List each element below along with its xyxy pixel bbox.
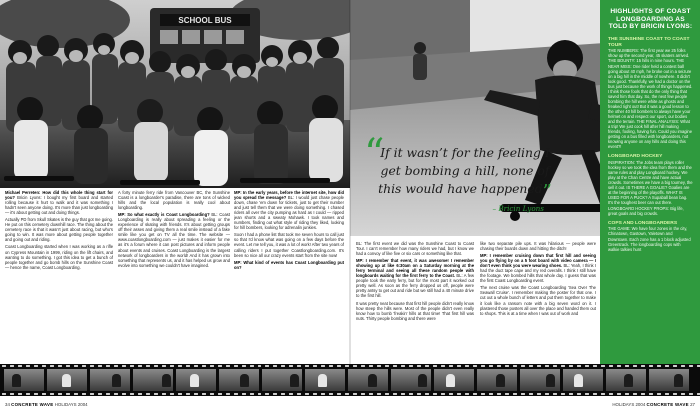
sprocket-hole	[473, 393, 477, 395]
film-frame-figure	[190, 374, 199, 387]
sprocket-hole	[34, 365, 38, 367]
interview-answer: Actually PD from Skull Skates is the guy that got me going. He put on this cemetery downhill race. The thing about the cemetery race is that it wasn't just about racing, but who's going to win. It was more about getting people together and going out and riding.	[5, 217, 113, 243]
sprocket-hole	[385, 365, 389, 367]
sprocket-hole	[273, 393, 277, 395]
sprocket-hole	[281, 393, 285, 395]
interview-answer: BL: Coast Longboarding is really about spreading a feeling or the experience of skating with friends. It's about getting groups off their asses and giving them a real smile instead of a fake smile like you get on TV all the time. The website — www.coastlongboarding.com — just makes it easier for me as it's a forum where it can post pictures and inform people about events and cruises. Coast Longboarding is the largest network of longboarders in the world! And it has grown into something that represents us, and it has helped us grow and evolve into something we couldn't have imagined.	[118, 212, 230, 268]
sprocket-hole	[82, 393, 86, 395]
paragraph	[234, 260, 344, 270]
sprocket-hole	[162, 393, 166, 395]
sprocket-hole	[425, 393, 429, 395]
sprocket-hole	[625, 393, 629, 395]
interview-answer: A forty minute ferry ride from Vancouver BC, the Sunshine Coast is a longboarder's paradise, there are tons of wicked hills and the local population is really cool about longboarding.	[118, 190, 230, 211]
sidebar-title: HIGHLIGHTS OF COAST LONGBOARDING AS TOLD BY BRICIN LYONS:	[608, 8, 693, 31]
sprocket-hole	[657, 393, 661, 395]
sprocket-hole	[353, 365, 357, 367]
sprocket-hole	[265, 393, 269, 395]
sprocket-hole	[154, 365, 158, 367]
sprocket-hole	[18, 393, 22, 395]
interview-question: Michael Perreten: How did this whole thing start for you?	[5, 190, 113, 201]
sprocket-hole	[409, 365, 413, 367]
sprocket-hole	[321, 365, 325, 367]
sprocket-hole	[513, 393, 517, 395]
sprocket-hole	[369, 365, 373, 367]
sprocket-hole	[106, 393, 110, 395]
bus-sign: SCHOOL BUS	[178, 16, 232, 25]
sprocket-row-bottom	[0, 393, 700, 396]
sprocket-hole	[66, 393, 70, 395]
film-frame	[606, 369, 646, 391]
sprocket-hole	[250, 393, 254, 395]
close-quote-mark-icon: ”	[542, 181, 552, 202]
sprocket-hole	[226, 393, 230, 395]
interview-answer: BL: Yeah, I think I had the duct tape cape and my red overalls. I think I still have the footage. We bombed hills that whole day. I guess that was the first Coast Longboarding event.	[480, 263, 596, 284]
sprocket-hole	[74, 365, 78, 367]
film-frame-figure	[368, 374, 377, 387]
magazine-name-right: CONCRETE WAVE	[646, 402, 689, 407]
paragraph	[356, 241, 474, 256]
film-frame-figure	[624, 374, 633, 387]
film-frames	[4, 369, 689, 391]
sprocket-hole	[449, 393, 453, 395]
sprocket-hole	[417, 365, 421, 367]
sprocket-hole	[561, 393, 565, 395]
film-frame	[305, 369, 345, 391]
sprocket-hole	[313, 393, 317, 395]
sprocket-hole	[657, 365, 661, 367]
sprocket-hole	[194, 365, 198, 367]
sprocket-hole	[178, 365, 182, 367]
sprocket-hole	[521, 393, 525, 395]
paragraph	[480, 241, 596, 251]
sprocket-row-top	[0, 365, 700, 368]
sprocket-hole	[537, 393, 541, 395]
paragraph	[234, 232, 344, 257]
sprocket-hole	[337, 393, 341, 395]
sprocket-hole	[433, 365, 437, 367]
film-frame-figure	[674, 374, 683, 387]
sprocket-hole	[170, 393, 174, 395]
sidebar-heading: LONGBOARD HOCKEY	[608, 154, 663, 160]
sprocket-hole	[481, 393, 485, 395]
sprocket-hole	[234, 365, 238, 367]
sprocket-hole	[297, 365, 301, 367]
pull-quote	[364, 131, 558, 213]
sprocket-hole	[689, 393, 693, 395]
sprocket-hole	[281, 365, 285, 367]
sprocket-hole	[665, 393, 669, 395]
paragraph	[234, 190, 344, 230]
sprocket-hole	[673, 393, 677, 395]
film-frame-figure	[546, 374, 555, 387]
interview-question: MP: In the early years, before the internet site, how did you spread the message?	[234, 190, 344, 201]
sprocket-hole	[521, 365, 525, 367]
interview-answer: BL: The first event we did was the Sunshine Coast to Coast Tour. I can't remember how many riders we had, but I know we had a convoy of like five or six cars or something like that.	[356, 241, 474, 257]
page-number-left: 34	[5, 402, 10, 407]
sprocket-hole	[58, 393, 62, 395]
sprocket-hole	[625, 365, 629, 367]
footer-right	[612, 402, 695, 407]
sprocket-hole	[98, 393, 102, 395]
sprocket-hole	[66, 365, 70, 367]
sprocket-hole	[497, 393, 501, 395]
footer-left	[5, 402, 88, 407]
sprocket-hole	[377, 365, 381, 367]
sprocket-hole	[353, 393, 357, 395]
sprocket-hole	[273, 365, 277, 367]
sprocket-hole	[665, 365, 669, 367]
sprocket-hole	[321, 393, 325, 395]
sprocket-hole	[505, 393, 509, 395]
sprocket-hole	[345, 393, 349, 395]
paragraph	[5, 217, 113, 242]
film-frame-figure	[162, 374, 171, 387]
group-photo	[0, 0, 350, 188]
sprocket-hole	[457, 393, 461, 395]
sprocket-hole	[106, 365, 110, 367]
sprocket-hole	[114, 393, 118, 395]
film-frame	[176, 369, 216, 391]
sprocket-hole	[553, 365, 557, 367]
sprocket-hole	[409, 393, 413, 395]
sprocket-hole	[377, 393, 381, 395]
sidebar-heading: THE SUNSHINE COAST TO COAST TOUR	[608, 36, 690, 48]
sprocket-hole	[393, 393, 397, 395]
interview-question: MP: I remember that event, it was awesome! I remember showing up at like 6:30am on a Saturday morning at the ferry terminal and seeing all these random people with longboards waiting for the first ferry to the Coast.	[356, 258, 474, 279]
sprocket-hole	[401, 393, 405, 395]
film-frame	[563, 369, 603, 391]
sprocket-hole	[601, 365, 605, 367]
sprocket-hole	[42, 365, 46, 367]
sprocket-hole	[146, 365, 150, 367]
film-frame	[219, 369, 259, 391]
sprocket-hole	[497, 365, 501, 367]
film-frame	[133, 369, 173, 391]
pull-quote-text: If it wasn’t for the feeling I get bombing a hill, none of this would have happened	[378, 145, 550, 196]
sprocket-hole	[170, 365, 174, 367]
sprocket-hole	[641, 393, 645, 395]
sprocket-hole	[513, 365, 517, 367]
sprocket-hole	[593, 393, 597, 395]
sprocket-hole	[537, 365, 541, 367]
sprocket-hole	[26, 365, 30, 367]
sprocket-hole	[218, 393, 222, 395]
interview-answer: The next cruise was the Coast Longboarding 'Sea Over The Seawall Cruise'. I remember making the poster for that one. I cut out a whole bunch of letters and put them together to make it look like a ransom note with a big seven word on it. I plastered those posters all over the place and handed them out to shops. This is at a time when I was out of work and	[480, 285, 596, 316]
sprocket-hole	[2, 393, 6, 395]
paragraph	[480, 253, 596, 283]
sprocket-hole	[18, 365, 22, 367]
sprocket-hole	[673, 365, 677, 367]
film-frame	[434, 369, 474, 391]
sprocket-hole	[465, 393, 469, 395]
sprocket-hole	[114, 365, 118, 367]
film-frame-figure	[240, 374, 249, 387]
sprocket-hole	[289, 393, 293, 395]
sprocket-hole	[210, 393, 214, 395]
film-frame-figure	[62, 374, 71, 387]
page-number-right: 27	[690, 402, 695, 407]
sprocket-hole	[250, 365, 254, 367]
sprocket-hole	[130, 393, 134, 395]
sprocket-hole	[186, 365, 190, 367]
highlights-sidebar	[600, 0, 700, 396]
sprocket-hole	[202, 393, 206, 395]
paragraph	[118, 190, 230, 210]
sprocket-hole	[10, 393, 14, 395]
sprocket-hole	[258, 365, 262, 367]
paragraph	[118, 212, 230, 268]
sprocket-hole	[441, 393, 445, 395]
sprocket-hole	[689, 365, 693, 367]
sprocket-hole	[218, 365, 222, 367]
sprocket-hole	[545, 393, 549, 395]
sprocket-hole	[617, 393, 621, 395]
film-frame	[477, 369, 517, 391]
sidebar-text: THE GAME: We have four zones in the city, Chinatown, Gastown, Yaletown and Downtown. Each zone has a 1 block adjusted Greentrack. The longboarding cops with walkie talkies hunt	[608, 226, 691, 252]
sidebar-text: INSPIRATION: The Jobs team plays roller hockey so we took the idea from them and the same rules and play Longboard hockey. We play at the Chan Centre and have actual crowds. Sometimes we have a big tourney, the sell it out. IS THERE A GOALIE? Goalies are at the beginning of the playoffs. WHAT IS USED FOR A PUCK? A Supaball bean bag. It's the toughest beer can out there. LONGBOARD HOCKEY PROPS: Big life, great goals and big crowds.	[608, 160, 693, 216]
sprocket-hole	[577, 365, 581, 367]
sprocket-hole	[465, 365, 469, 367]
page-gutter	[349, 0, 351, 396]
sprocket-hole	[393, 365, 397, 367]
sprocket-hole	[561, 365, 565, 367]
issue-right: HOLIDAYS 2004	[612, 402, 646, 407]
sprocket-hole	[481, 365, 485, 367]
sprocket-hole	[10, 365, 14, 367]
film-frame	[649, 369, 689, 391]
sprocket-hole	[489, 393, 493, 395]
film-frame	[4, 369, 44, 391]
sprocket-hole	[258, 393, 262, 395]
sprocket-hole	[210, 365, 214, 367]
sprocket-hole	[345, 365, 349, 367]
paragraph	[356, 301, 474, 321]
article-column-5	[480, 241, 596, 362]
sprocket-hole	[138, 365, 142, 367]
sprocket-hole	[50, 365, 54, 367]
magazine-name-left: CONCRETE WAVE	[11, 402, 54, 407]
sprocket-hole	[529, 393, 533, 395]
sidebar-text: THE NUMBERS: The first year we 25 folks show up the second year, 45 skaters arrived. THE BOUNTY: 15 hills in nine hours. THE NEAR MISS: One rider held a contest ball going about 40 mph, he broke out in a seizure on a big hill in the middle of nowhere. It didn't look good. Thankfully, we had a doctor on the bus just because the work of things happened. I think those fools that do the only thing that saved him that day. So, the next few people bombing the hill were white as ghosts and freaked right out! But it was a good lesson to the other 40 hill bombers to always have your helmet on and respect our sport, our bodies and the terrain. THE FINAL ANALYSIS: What a trip! We just cook hill after hill making friends, fooling, having fun. Could you imagine getting on a bus filled with longboarders, not knowing anyone on any hills and doing this event?!	[608, 48, 693, 150]
issue-left: HOLIDAYS 2004	[54, 402, 88, 407]
interview-question: MP: So what exactly is Coast Longboarding?	[118, 212, 210, 218]
sprocket-hole	[553, 393, 557, 395]
film-frame	[47, 369, 87, 391]
sprocket-hole	[401, 365, 405, 367]
sprocket-hole	[441, 365, 445, 367]
film-frame	[391, 369, 431, 391]
paragraph	[5, 244, 113, 269]
film-frame-figure	[418, 374, 427, 387]
sprocket-hole	[361, 365, 365, 367]
article-column-2	[118, 190, 230, 362]
sprocket-hole	[313, 365, 317, 367]
sprocket-hole	[641, 365, 645, 367]
sprocket-hole	[186, 393, 190, 395]
sprocket-hole	[545, 365, 549, 367]
sprocket-hole	[305, 365, 309, 367]
sprocket-hole	[42, 393, 46, 395]
interview-question: MP: I remember cruising down that first hill and seeing you go flying by on a 5 foot board with video camera — I don't even think you were wearing shoes.	[480, 253, 596, 269]
sprocket-hole	[130, 365, 134, 367]
sprocket-hole	[297, 393, 301, 395]
sprocket-hole	[681, 365, 685, 367]
sprocket-hole	[609, 393, 613, 395]
sprocket-hole	[649, 393, 653, 395]
sprocket-hole	[202, 365, 206, 367]
sprocket-hole	[633, 365, 637, 367]
group-photo-graphic	[0, 0, 350, 188]
sprocket-hole	[74, 393, 78, 395]
sprocket-hole	[289, 365, 293, 367]
article-column-3	[234, 190, 344, 362]
paragraph	[356, 258, 474, 298]
sprocket-hole	[697, 393, 700, 395]
sprocket-hole	[98, 365, 102, 367]
sprocket-hole	[194, 393, 198, 395]
film-frame	[348, 369, 388, 391]
sprocket-hole	[50, 393, 54, 395]
paragraph	[5, 190, 113, 215]
article-column-1	[5, 190, 113, 362]
film-frame-figure	[290, 374, 299, 387]
pull-quote-attribution: – Bricin Lyons	[492, 204, 544, 213]
interview-answer: BL: I would just chase people down, chase 'em down for tickets, just to get their number and just tell them that we were doing something. I chased riders all over the city pumping as hard as I could — ripped jean shorts and a sweaty Mohawk. I took names and numbers, finding out what style of riding they liked, looking for hill bombers, looking for adrenalin junkies.	[234, 195, 344, 231]
sprocket-hole	[505, 365, 509, 367]
film-strip	[0, 364, 700, 396]
sprocket-hole	[617, 365, 621, 367]
sprocket-hole	[265, 365, 269, 367]
film-frame-figure	[574, 374, 583, 387]
sprocket-hole	[449, 365, 453, 367]
sprocket-hole	[242, 393, 246, 395]
sprocket-hole	[529, 365, 533, 367]
sprocket-hole	[90, 393, 94, 395]
sprocket-hole	[569, 365, 573, 367]
interview-answer: It was pretty neat because that first hill people didn't really know how steep the hills were. Most of the people didn't even really know how to bomb 'freakin' hills at that time! That first hill was nuts. Thirty people bombing and there were	[356, 300, 474, 321]
sprocket-hole	[425, 365, 429, 367]
sprocket-hole	[577, 393, 581, 395]
film-frame-figure	[112, 374, 121, 387]
interview-answer: Bricin Lyons: I bought my first board and started rolling because it hurt to walk and it was something I hadn't seen anyone doing. It's more than just longboarding — it's about getting out and doing things.	[5, 195, 113, 216]
interview-question: MP: What kind of events has Coast Longboarding put on?	[234, 259, 344, 270]
sprocket-hole	[122, 393, 126, 395]
sprocket-hole	[329, 393, 333, 395]
paragraph	[480, 285, 596, 315]
sprocket-hole	[146, 393, 150, 395]
film-frame-figure	[496, 374, 505, 387]
sprocket-hole	[162, 365, 166, 367]
sprocket-hole	[601, 393, 605, 395]
sprocket-hole	[26, 393, 30, 395]
sprocket-hole	[226, 365, 230, 367]
sprocket-hole	[585, 393, 589, 395]
sprocket-hole	[122, 365, 126, 367]
sprocket-hole	[305, 393, 309, 395]
sidebar-heading: COPS AND LONGBOARDERS	[608, 220, 678, 226]
film-frame-figure	[12, 374, 21, 387]
sprocket-hole	[569, 393, 573, 395]
interview-answer: Coast Longboarding started when I was working as a rifle on Cypress Mountain in 1999, riding on the lift chairs, and wanting to do something. I got this idea to get a bunch of people together and go bomb hills on the Sunshine Coast — hence the name, Coast Longboarding.	[5, 244, 113, 270]
sprocket-hole	[234, 393, 238, 395]
film-frame	[520, 369, 560, 391]
open-quote-mark-icon: “	[364, 131, 385, 177]
sprocket-hole	[609, 365, 613, 367]
interview-answer: Soon I had a phone list that took me seven hours to call just so that I'd know what was going on a few days before the event. Let me tell you, it was a lot of work! After two years of calling riders I put together Coastlongboarding.com. It's been so nice all our crazy events start from the site now!	[234, 232, 344, 258]
sprocket-hole	[633, 393, 637, 395]
page-footer	[0, 398, 700, 412]
interview-answer: like two separate pile ups. It was hilarious — people were chasing their boards down and hitting the ditch!	[480, 241, 596, 252]
film-frame-figure	[446, 374, 455, 387]
sprocket-hole	[361, 393, 365, 395]
sprocket-hole	[417, 393, 421, 395]
sprocket-hole	[82, 365, 86, 367]
sprocket-hole	[2, 365, 6, 367]
sprocket-hole	[369, 393, 373, 395]
article-column-4	[356, 241, 474, 362]
film-frame	[262, 369, 302, 391]
film-frame-figure	[318, 374, 327, 387]
sprocket-hole	[473, 365, 477, 367]
sprocket-hole	[337, 365, 341, 367]
sprocket-hole	[178, 393, 182, 395]
sprocket-hole	[681, 393, 685, 395]
sprocket-hole	[154, 393, 158, 395]
sprocket-hole	[433, 393, 437, 395]
sprocket-hole	[242, 365, 246, 367]
sprocket-hole	[489, 365, 493, 367]
sprocket-hole	[649, 365, 653, 367]
interview-answer: BL: A few people took the early ferry, but for the most part it worked out pretty well. As soon as the ferry dropped us off, people were pretty antsy to get out and ride but we still had a 40 minute drive to the first hill.	[356, 273, 474, 299]
sprocket-hole	[457, 365, 461, 367]
film-frame	[90, 369, 130, 391]
sprocket-hole	[34, 393, 38, 395]
sprocket-hole	[697, 365, 700, 367]
sprocket-hole	[58, 365, 62, 367]
sprocket-hole	[90, 365, 94, 367]
sprocket-hole	[593, 365, 597, 367]
sprocket-hole	[385, 393, 389, 395]
sprocket-hole	[585, 365, 589, 367]
sprocket-hole	[329, 365, 333, 367]
sprocket-hole	[138, 393, 142, 395]
